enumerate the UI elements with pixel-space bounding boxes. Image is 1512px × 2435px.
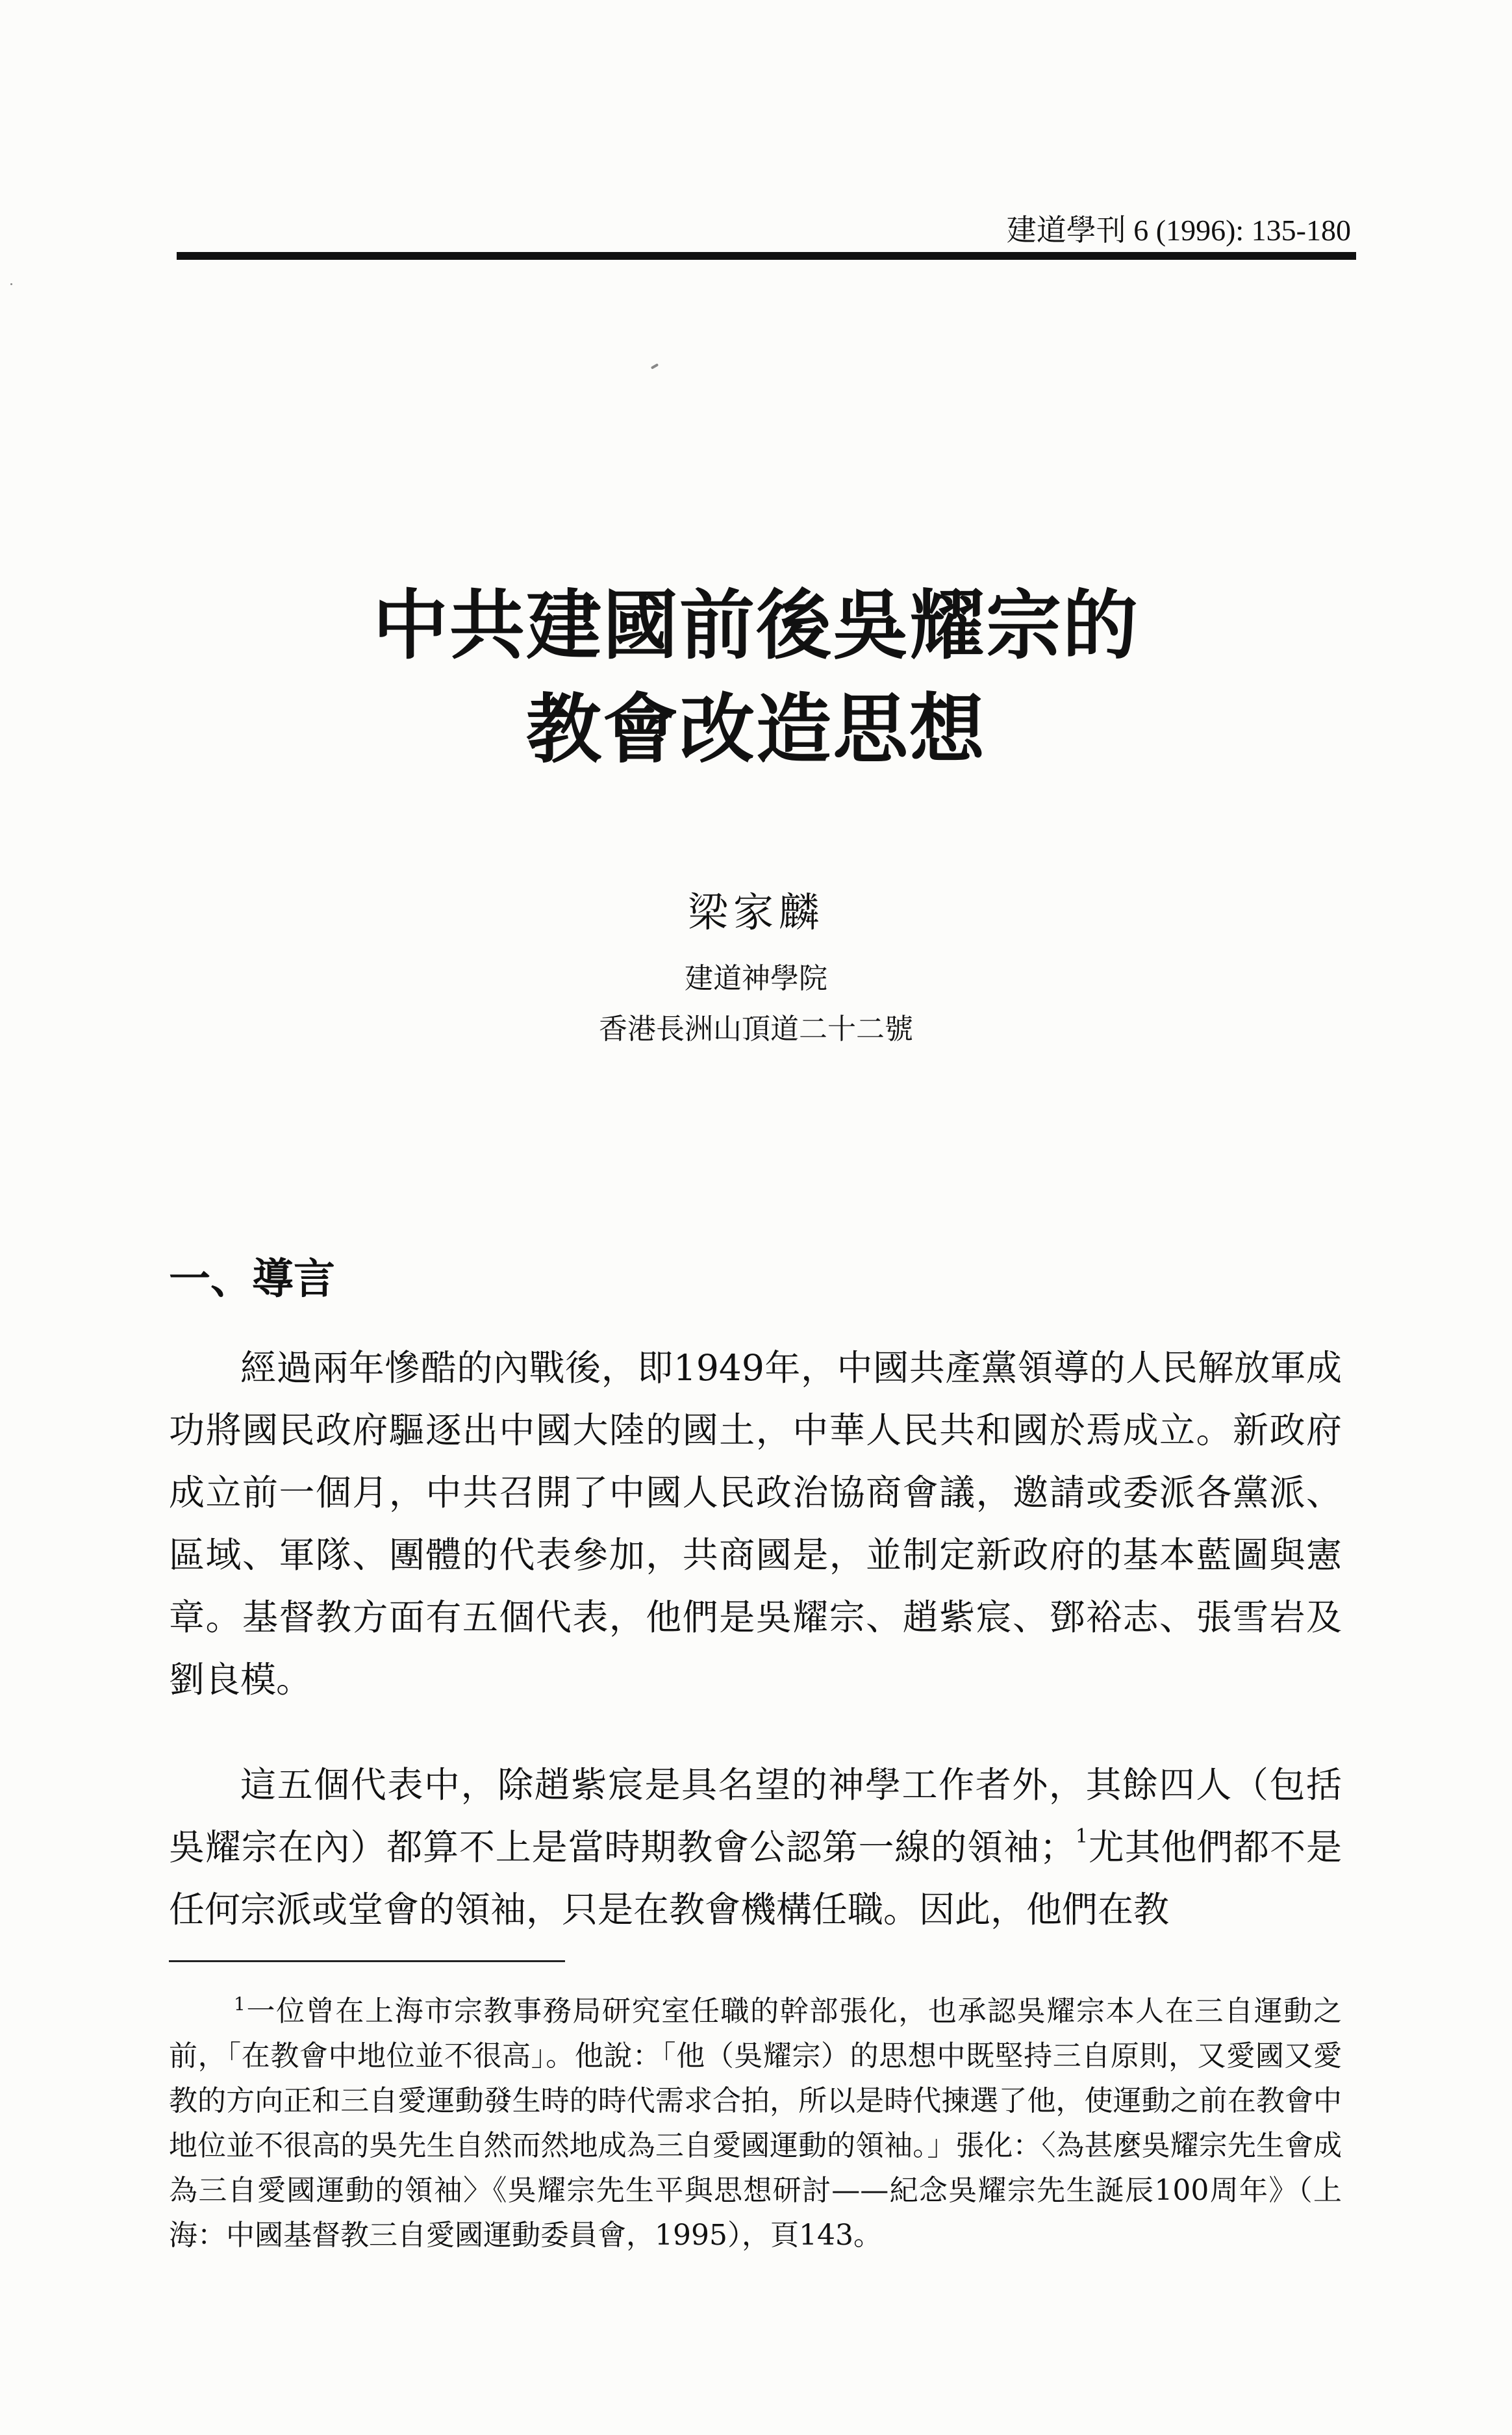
scan-speck [10, 283, 12, 285]
header-rule [177, 252, 1356, 260]
author-name: 梁家麟 [687, 889, 824, 936]
footnote-separator [169, 1960, 565, 1962]
author-address: 香港長洲山頂道二十二號 [599, 1013, 913, 1046]
footnote-text: 一位曾在上海市宗教事務局研究室任職的幹部張化，也承認吳耀宗本人在三自運動之前，「在教會中地位並不很高」。他說：「他（吳耀宗）的思想中既堅持三自原則，又愛國又愛教的方向正和三自愛運動發生時的時代需求合拍，所以是時代揀選了他，使運動之前在教會中地位並不很高的吳先生自然而然地成為三自愛國運動的領袖。」張化：〈為甚麼吳耀宗先生會成為三自愛國運動的領袖〉《吳耀宗先生平與思想研討——紀念吳耀宗先生誕辰100周年》（上海：中國基督教三自愛國運動委員會，1995），頁143。 [169, 1995, 1342, 2252]
section-heading: 一、導言 [169, 1255, 335, 1304]
journal-reference: 建道學刊 6 (1996): 135-180 [1006, 214, 1351, 247]
footnote-number: 1 [234, 1993, 246, 2015]
article-title-line-2: 教會改造思想 [526, 686, 986, 774]
footnote-1 [169, 1989, 1342, 2258]
article-title-line-1: 中共建國前後吳耀宗的 [373, 582, 1139, 670]
paragraph-2 [169, 1754, 1342, 1941]
paragraph-2-text-a: 這五個代表中，除趙紫宸是具名望的神學工作者外，其餘四人（包括吳耀宗在內）都算不上是當時期教會公認第一線的領袖； [169, 1764, 1342, 1868]
scan-speck [651, 363, 659, 369]
paragraph-1: 經過兩年慘酷的內戰後，即1949年，中國共產黨領導的人民解放軍成功將國民政府驅逐出中國大陸的國土，中華人民共和國於焉成立。新政府成立前一個月，中共召開了中國人民政治協商會議，邀請或委派各黨派、區域、軍隊、團體的代表參加，共商國是，並制定新政府的基本藍圖與憲章。基督教方面有五個代表，他們是吳耀宗、趙紫宸、鄧裕志、張雪岩及劉良模。 [169, 1347, 1342, 1700]
paragraph-2-text-b: 尤其他們都不是任何宗派或堂會的領袖，只是在教會機構任職。因此，他們在教 [169, 1826, 1342, 1930]
footnote-reference-mark[interactable]: 1 [1075, 1825, 1088, 1848]
author-institution: 建道神學院 [685, 962, 827, 995]
